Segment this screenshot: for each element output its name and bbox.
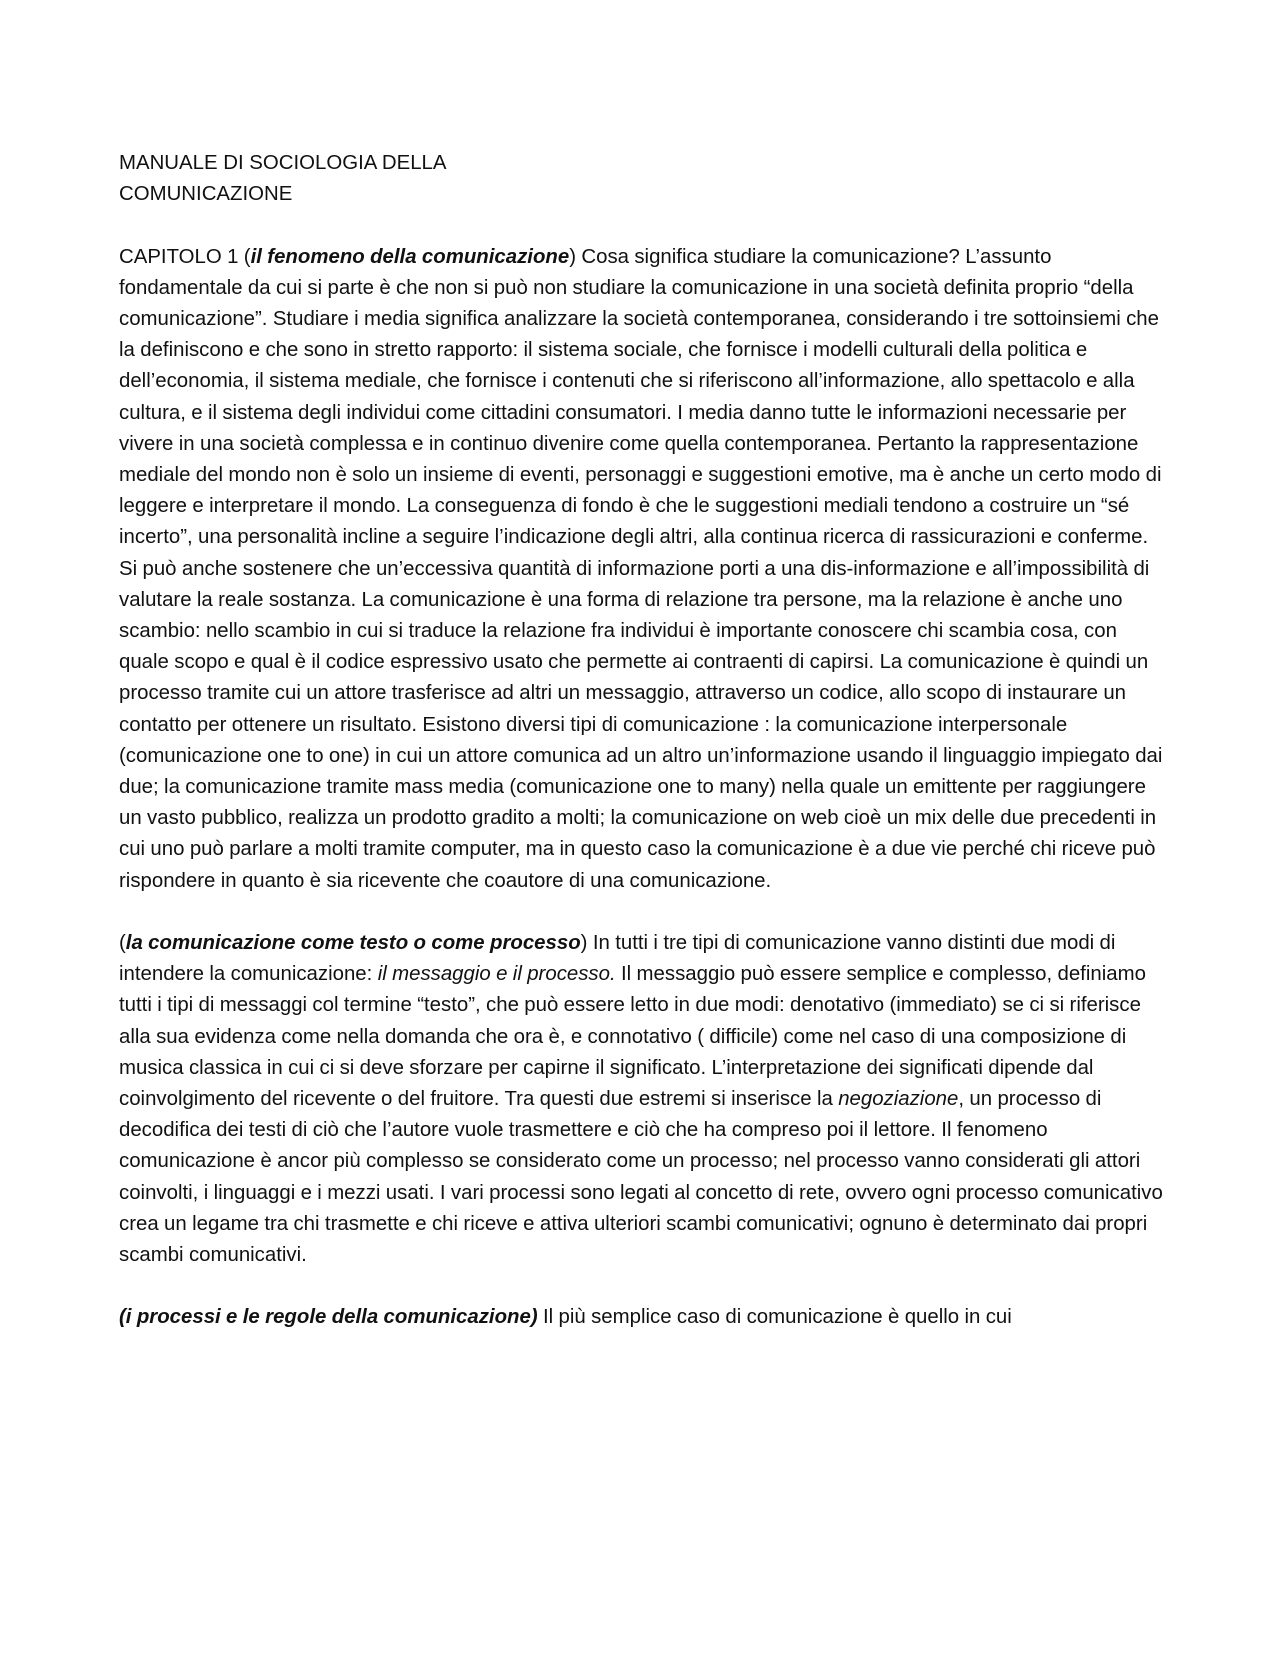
paragraph-processi-regole — [119, 1302, 1171, 1333]
heading-close-paren: ) — [569, 245, 577, 268]
section-heading-il-fenomeno: il fenomeno della comunicazione — [250, 245, 570, 268]
heading-close-paren: ) — [580, 932, 588, 955]
document-body — [119, 148, 1171, 1334]
paragraph-gap — [119, 897, 1171, 928]
italic-word-negoziazione: negoziazione — [838, 1088, 959, 1111]
paragraph-text: Cosa significa studiare la comunicazione? L’assunto fondamentale da cui si parte è che non si può non studiare la comunicazione in una società definita proprio “della comunicazione”. Studiare i media significa analizzare la società contemporanea, considerando i tre sottoinsiemi che la definiscono e che sono in stretto rapporto: il sistema sociale, che fornisce i modelli culturali della politica e dell’economia, il sistema mediale, che fornisce i contenuti che si riferiscono all’informazione, allo spettacolo e alla cultura, e il sistema degli individui come cittadini consumatori. I media danno tutte le informazioni necessarie per vivere in una società complessa e in continuo divenire come quella contemporanea. Pertanto la rappresentazione mediale del mondo non è solo un insieme di eventi, personaggi e suggestioni emotive, ma è anche un certo modo di leggere e interpretare il mondo. La conseguenza di fondo è che le suggestioni mediali tendono a costruire un “sé incerto”, una personalità incline a seguire l’indicazione degli altri, alla continua ricerca di rassicurazioni e conferme. Si può anche sostenere che un’eccessiva quantità di informazione porti a una dis-informazione e all’impossibilità di valutare la reale sostanza. La comunicazione è una forma di relazione tra persone, ma la relazione è anche uno scambio: nello scambio in cui si traduce la relazione fra individui è importante conoscere chi scambia cosa, con quale scopo e qual è il codice espressivo usato che permette ai contraenti di capirsi. La comunicazione è quindi un processo tramite cui un attore trasferisce ad altri un messaggio, attraverso un codice, allo scopo di instaurare un contatto per ottenere un risultato. Esistono diversi tipi di comunicazione : la comunicazione interpersonale (comunicazione one to one) in cui un attore comunica ad un altro un’informazione usando il linguaggio impiegato dai due; la comunicazione tramite mass media (comunicazione one to many) nella quale un emittente per raggiungere un vasto pubblico, realizza un prodotto gradito a molti; la comunicazione on web cioè un mix delle due precedenti in cui uno può parlare a molti tramite computer, ma in questo caso la comunicazione è a due vie perché chi riceve può rispondere in quanto è sia ricevente che coautore di una comunicazione. — [119, 245, 1163, 892]
italic-phrase-messaggio-processo: il messaggio e il processo. — [377, 963, 616, 986]
paragraph-chapter-1 — [119, 242, 1171, 897]
document-title-line-2: COMUNICAZIONE — [119, 183, 293, 206]
paragraph-text: , un processo di decodifica dei testi di ciò che l’autore vuole trasmettere e ciò che ha compreso poi il lettore. Il fenomeno comunicazione è ancor più complesso se considerato come un processo; nel processo vanno considerati gli attori coinvolti, i linguaggi e i mezzi usati. I vari processi sono legati al concetto di rete, ovvero ogni processo comunicativo crea un legame tra chi trasmette e chi riceve e attiva ulteriori scambi comunicativi; ognuno è determinato dai propri scambi comunicativi. — [119, 1088, 1163, 1267]
paragraph-testo-processo — [119, 928, 1171, 1271]
document-title-line-1: MANUALE DI SOCIOLOGIA DELLA — [119, 152, 447, 174]
section-heading-testo-processo: la comunicazione come testo o come processo — [125, 932, 581, 955]
paragraph-text: In tutti i tre tipi di comunicazione vanno distinti due modi di intendere la comunicazione: — [119, 932, 1116, 986]
paragraph-gap — [119, 1271, 1171, 1302]
paragraph-text: Il più semplice caso di comunicazione è quello in cui — [537, 1306, 1012, 1329]
paragraph-gap — [119, 210, 1171, 241]
section-heading-processi-regole: (i processi e le regole della comunicazione) — [119, 1306, 538, 1329]
paragraph-text: Il messaggio può essere semplice e complesso, definiamo tutti i tipi di messaggi col termine “testo”, che può essere letto in due modi: denotativo (immediato) se ci si riferisce alla sua evidenza come nella domanda che ora è, e connotativo ( difficile) come nel caso di una composizione di musica classica in cui ci si deve sforzare per capirne il significato. L’interpretazione dei significati dipende dal coinvolgimento del ricevente o del fruitore. Tra questi due estremi si inserisce la — [119, 963, 1146, 1111]
chapter-label: CAPITOLO 1 ( — [119, 245, 251, 268]
heading-open-paren: ( — [119, 932, 126, 955]
